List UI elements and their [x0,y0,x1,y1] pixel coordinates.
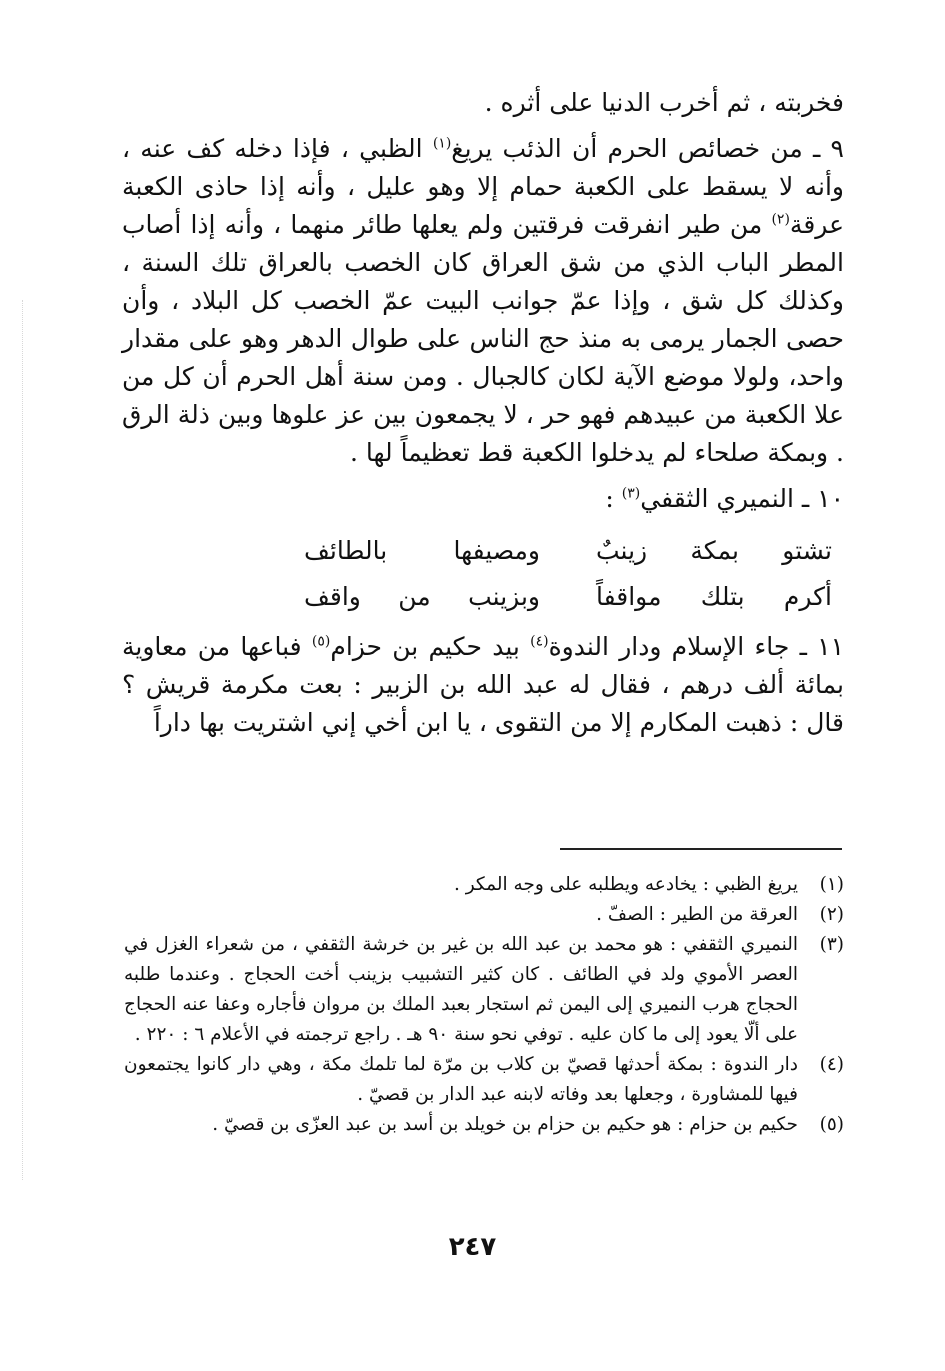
paragraph-9-number: ٩ ـ [812,134,844,163]
footnote-separator [560,848,842,850]
paragraph-11-text-c: فباعها من معاوية بمائة ألف درهم ، فقال له عبد الله بن الزبير : بعت مكرمة قريش ؟ قال : ذهبت المكارم إلا من التقوى ، يا ابن أخي إني اشتريت بها داراً [122,632,844,737]
footnote-text: دار الندوة : بمكة أحدثها قصيّ بن كلاب بن مرّة لما تلمك مكة ، وهي دار كانوا يجتمعون فيها للمشاورة ، وجعلها بعد وفاته لابنه عبد الدار بن قصيّ . [124,1054,798,1105]
footnote-ref-2[interactable]: (٢) [771,211,790,228]
footnote-number: (١) [819,874,844,895]
footnote-5 [124,1110,844,1140]
footnote-ref-5[interactable]: (٥) [311,633,331,650]
footnote-text: حكيم بن حزام : هو حكيم بن حزام بن خويلد بن أسد بن عبد العزّى بن قصيّ . [212,1114,798,1135]
footnote-number: (٤) [819,1054,844,1075]
footnote-ref-4[interactable]: (٤) [530,633,549,650]
footnote-number: (٥) [819,1114,844,1135]
footnote-text: النميري الثقفي : هو محمد بن عبد الله بن غير بن خرشة الثقفي ، من شعراء الغزل في العصر الأموي ولد في الطائف . كان كثير التشبيب بزينب أخت الحجاج . وعندما طلبه الحجاج هرب النميري إلى اليمن ثم استجار بعبد الملك بن مروان فأجاره وعفا عنه الحجاج على ألّا يعود إلى ما كان عليه . توفي نحو سنة ٩٠ هـ . راجع ترجمته في الأعلام ٦ : ٢٢٠ . [124,934,798,1045]
paragraph-11-text-b: بيد حكيم بن حزام [330,632,520,661]
footnote-1 [124,870,844,900]
poem-hemistich-right: تشتو بمكة زينبٌ [596,536,832,565]
paragraph-11-number: ١١ ـ [799,632,845,661]
footnote-number: (٢) [819,904,844,925]
paragraph-10-number: ١٠ ـ [801,484,844,513]
poem-hemistich-left: ومصيفها بالطائف [304,536,540,565]
main-text [122,84,844,742]
paragraph-9-text-c: من طير انفرقت فرقتين ولم يعلها طائر منهما ، وأنه إذا أصاب المطر الباب الذي من شق العراق كان الخصب بالعراق تلك السنة ، وكذلك كل شق ، وإذا عمّ جوانب البيت عمّ الخصب كل البلاد ، وأن حصى الجمار يرمى به منذ حج الناس على طوال الدهر وهو على مقدار واحد، ولولا موضع الآية لكان كالجبال . ومن سنة أهل الحرم أن كل من علا الكعبة من عبيدهم فهو حر ، لا يجمعون بين عز علوها وبين ذلة الرق . وبمكة صلحاء لم يدخلوا الكعبة قط تعظيماً لها . [122,210,844,467]
paragraph-11 [122,628,844,742]
footnote-3 [124,930,844,1050]
poem-verse [122,528,832,574]
paragraph-9-text-b: الظبي ، فإذا دخله كف عنه ، وأنه لا يسقط على الكعبة حمام إلا وهو عليل ، وأنه إذا حاذى الكعبة عرقة [122,134,844,239]
poem [122,528,844,620]
poem-hemistich-right: أكرم بتلك مواقفاً [596,582,832,611]
poem-hemistich-left: وبزينب من واقف [304,582,540,611]
paragraph-10-colon: : [605,484,614,513]
opening-line-text: فخربته ، ثم أخرب الدنيا على أثره . [484,88,844,117]
paragraph-9 [122,130,844,472]
footnote-4 [124,1050,844,1110]
footnotes [124,870,844,1140]
paragraph-11-text-a: جاء الإسلام ودار الندوة [548,632,790,661]
page-number: ٢٤٧ [448,1232,497,1262]
paragraph-10-text: النميري الثقفي [640,484,794,513]
footnote-text: يريغ الظبي : يخادعه ويطلبه على وجه المكر . [453,874,798,895]
footnote-2 [124,900,844,930]
scan-margin-mark [22,300,24,1180]
footnote-text: العرقة من الطير : الصفّ . [596,904,798,925]
footnote-ref-1[interactable]: (١) [432,135,452,152]
paragraph-10 [122,480,844,518]
paragraph-9-text-a: من خصائص الحرم أن الذئب يريغ [451,134,803,163]
opening-line [122,84,844,122]
footnote-number: (٣) [819,934,844,955]
footnote-ref-3[interactable]: (٣) [621,485,641,502]
poem-verse [122,574,832,620]
